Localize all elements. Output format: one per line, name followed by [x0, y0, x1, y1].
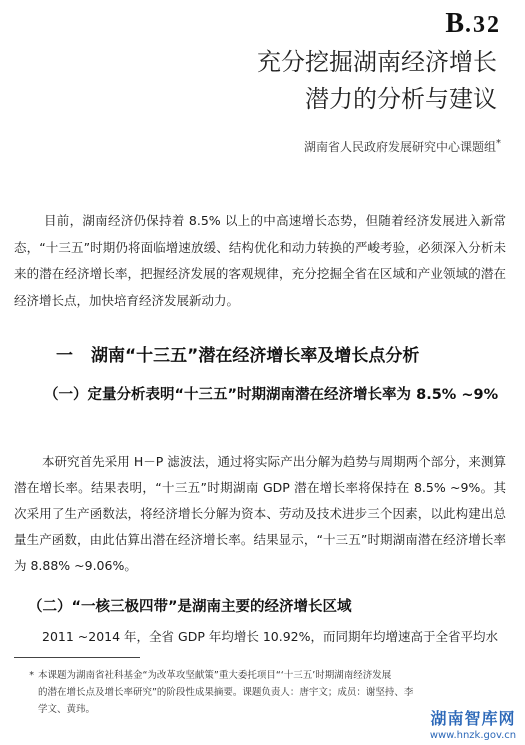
chapter-letter: B — [445, 8, 465, 39]
watermark-logo-text: 湖南智库网 — [430, 709, 516, 728]
chapter-number — [445, 8, 501, 40]
footnote-divider — [14, 657, 140, 658]
footnote-line-3: 学文、黄玮。 — [38, 704, 96, 715]
body-paragraph-3: 2011 ~2014 年，全省 GDP 年均增长 10.92%，而同期年均增速高于全省平均水 — [42, 629, 498, 644]
subsection-heading-1: （一）定量分析表明“十三五”时期湖南潜在经济增长率为 8.5% ~9% — [44, 387, 499, 403]
body-paragraph-2: 本研究首先采用 H－P 滤波法，通过将实际产出分解为趋势与周期两个部分，来测算潜在增长率。结果表明，“十三五”时期湖南 GDP 潜在增长率将保持在 8.5% ~9%。其次采用了生产函数法，将经济增长分解为资本、劳动及技术进步三个因素，以此构建出总量生产函数，由此估算出潜在经济增长率。结果显示，“十三五”时期湖南潜在经济增长率为 8.88% ~9.06%。 — [14, 454, 506, 573]
subsection-heading-2: （二）“一核三极四带”是湖南主要的经济增长区域 — [28, 599, 352, 615]
footnote-mark: * — [29, 670, 34, 681]
chapter-number-value: .32 — [465, 12, 501, 38]
footnote-line-1: 本课题为湖南省社科基金“为改革攻坚献策”重大委托项目“‘十三五’时期湖南经济发展 — [38, 670, 392, 681]
section-title: 湖南“十三五”潜在经济增长率及增长点分析 — [91, 346, 420, 366]
section-number: 一 — [56, 346, 73, 366]
author-name: 湖南省人民政府发展研究中心课题组 — [303, 140, 496, 154]
footnote-line-2: 的潜在增长点及增长率研究”的阶段性成果摘要。课题负责人：唐宇文；成员：谢坚持、李 — [38, 687, 414, 698]
section-heading — [56, 341, 419, 366]
title-line-1: 充分挖掘湖南经济增长 — [257, 48, 497, 76]
watermark-url: www.hnzk.gov.cn — [429, 730, 517, 741]
title-line-2: 潜力的分析与建议 — [305, 85, 497, 113]
article-title — [77, 44, 497, 118]
author-footnote-mark: * — [496, 138, 501, 149]
intro-paragraph: 目前，湖南经济仍保持着 8.5% 以上的中高速增长态势，但随着经济发展进入新常态，“十三五”时期仍将面临增速放缓、结构优化和动力转换的严峻考验，必须深入分析未来的潜在经济增长率，把握经济发展的客观规律，充分挖掘全省在区域和产业领域的潜在经济增长点，加快培育经济发展新动力。 — [14, 213, 506, 308]
author-line — [304, 138, 501, 155]
watermark-logo — [425, 706, 521, 741]
